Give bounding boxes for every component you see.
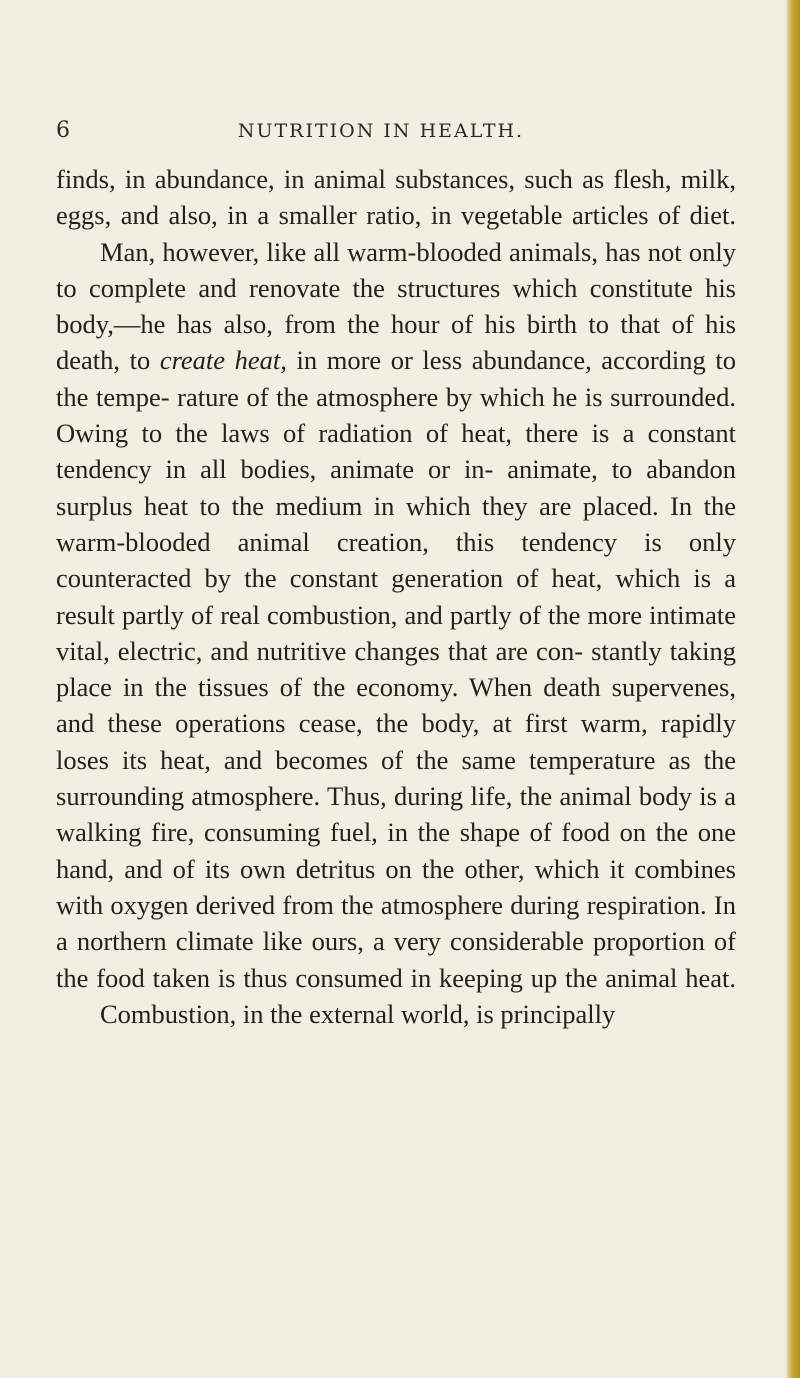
paragraph-continuation bbox=[56, 161, 736, 234]
paragraph-text: Man, however, like all warm-blooded animals, has not only to complete and renovate the structures which constitute his body,—he has also, from the hour of his birth to that of his death, to bbox=[56, 236, 736, 376]
paragraph-combustion bbox=[56, 996, 736, 1032]
page-body-text bbox=[56, 161, 736, 1032]
running-title: NUTRITION IN HEALTH. bbox=[237, 120, 525, 142]
paragraph-text: finds, in abundance, in animal substances, such as flesh, milk, eggs, and also, in a smaller ratio, in vegetable articles of diet. bbox=[56, 164, 736, 231]
page-edge bbox=[786, 0, 800, 1378]
running-header bbox=[56, 118, 746, 148]
emphasis-text: create heat, bbox=[159, 345, 287, 376]
paragraph-warm-blooded bbox=[56, 234, 736, 996]
page-number: 6 bbox=[56, 118, 70, 143]
paragraph-text: Combustion, in the external world, is principally bbox=[100, 998, 616, 1029]
paragraph-text: in more or less abundance, according to the tempe- rature of the atmosphere by which he is surrounded. Owing to the laws of radiation of heat, there is a constant tendency in all bodies, animate or in- animate, to abandon surplus heat to the medium in which they are placed. In the warm-blooded animal creation, this tendency is only counteracted by the constant generation of heat, which is a result partly of real combustion, and partly of the more intimate vital, electric, and nutritive changes that are con- stantly taking place in the tissues of the economy. When death supervenes, and these operations cease, the body, at first warm, rapidly loses its heat, and becomes of the same temperature as the surrounding atmosphere. Thus, during life, the animal body is a walking fire, consuming fuel, in the shape of food on the one hand, and of its own detritus on the other, which it combines with oxygen derived from the atmosphere during respiration. In a northern climate like ours, a very considerable proportion of the food taken is thus consumed in keeping up the animal heat. bbox=[56, 345, 736, 993]
